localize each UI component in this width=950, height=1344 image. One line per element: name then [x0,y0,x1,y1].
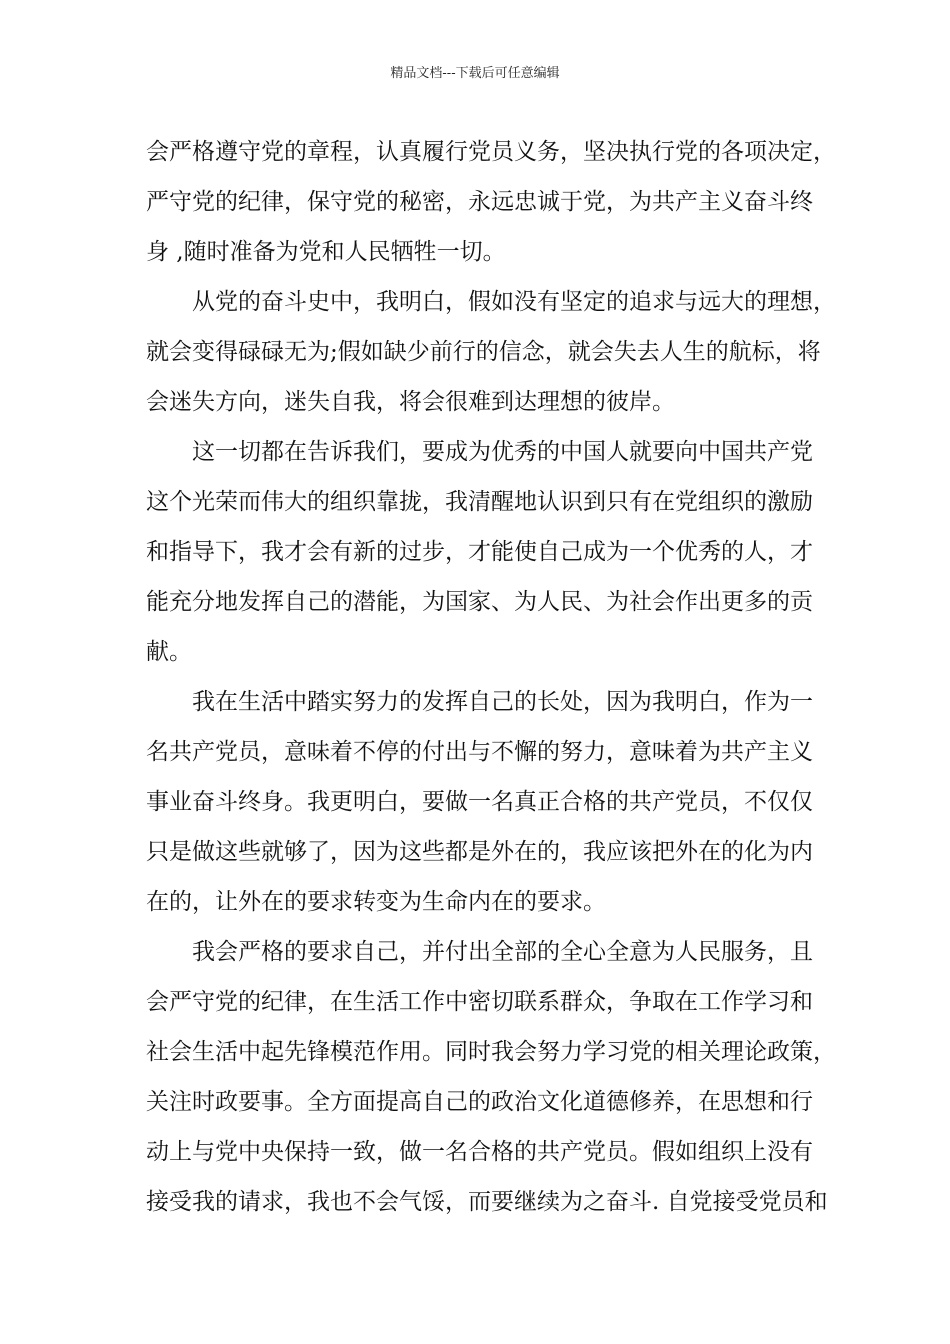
paragraph-3-line-4: 能充分地发挥自己的潜能，为国家、为人民、为社会作出更多的贡 [146,589,813,615]
paragraph-2-line-3: 会迷失方向，迷失自我，将会很难到达理想的彼岸。 [146,389,675,415]
paragraph-1-line-2: 严守党的纪律，保守党的秘密，永远忠诚于党，为共产主义奋斗终 [146,189,813,215]
paragraph-1-line-3: 身 ,随时准备为党和人民牺牲一切。 [146,239,506,265]
paragraph-3-line-5: 献。 [146,639,192,665]
paragraph-3-line-3: 和指导下，我才会有新的过步，才能使自己成为一个优秀的人，才 [146,539,813,565]
paragraph-5-line-5: 动上与党中央保持一致，做一名合格的共产党员。假如组织上没有 [146,1139,813,1165]
paragraph-5-line-4: 关注时政要事。全方面提高自己的政治文化道德修养，在思想和行 [146,1089,813,1115]
paragraph-1-line-1: 会严格遵守党的章程，认真履行党员义务，坚决执行党的各项决定， [146,139,836,165]
paragraph-3-line-1: 这一切都在告诉我们，要成为优秀的中国人就要向中国共产党 [192,439,813,465]
paragraph-4-line-5: 在的，让外在的要求转变为生命内在的要求。 [146,889,606,915]
paragraph-3-line-2: 这个光荣而伟大的组织靠拢，我清醒地认识到只有在党组织的激励 [146,489,813,515]
paragraph-4-line-3: 事业奋斗终身。我更明白，要做一名真正合格的共产党员，不仅仅 [146,789,813,815]
paragraph-5-line-2: 会严守党的纪律，在生活工作中密切联系群众，争取在工作学习和 [146,989,813,1015]
paragraph-5-line-6: 接受我的请求，我也不会气馁，而要继续为之奋斗. 自党接受党员和 [146,1189,828,1215]
paragraph-2-line-2: 就会变得碌碌无为;假如缺少前行的信念，就会失去人生的航标，将 [146,339,821,365]
paragraph-2-line-1: 从党的奋斗史中，我明白，假如没有坚定的追求与远大的理想， [192,289,836,315]
paragraph-4-line-4: 只是做这些就够了，因为这些都是外在的，我应该把外在的化为内 [146,839,813,865]
paragraph-5-line-3: 社会生活中起先锋模范作用。同时我会努力学习党的相关理论政策， [146,1039,836,1065]
paragraph-4-line-2: 名共产党员，意味着不停的付出与不懈的努力，意味着为共产主义 [146,739,813,765]
page-header: 精品文档---下载后可任意编辑 [390,66,560,81]
paragraph-4-line-1: 我在生活中踏实努力的发挥自己的长处，因为我明白，作为一 [192,689,813,715]
paragraph-5-line-1: 我会严格的要求自己，并付出全部的全心全意为人民服务，且 [192,939,813,965]
